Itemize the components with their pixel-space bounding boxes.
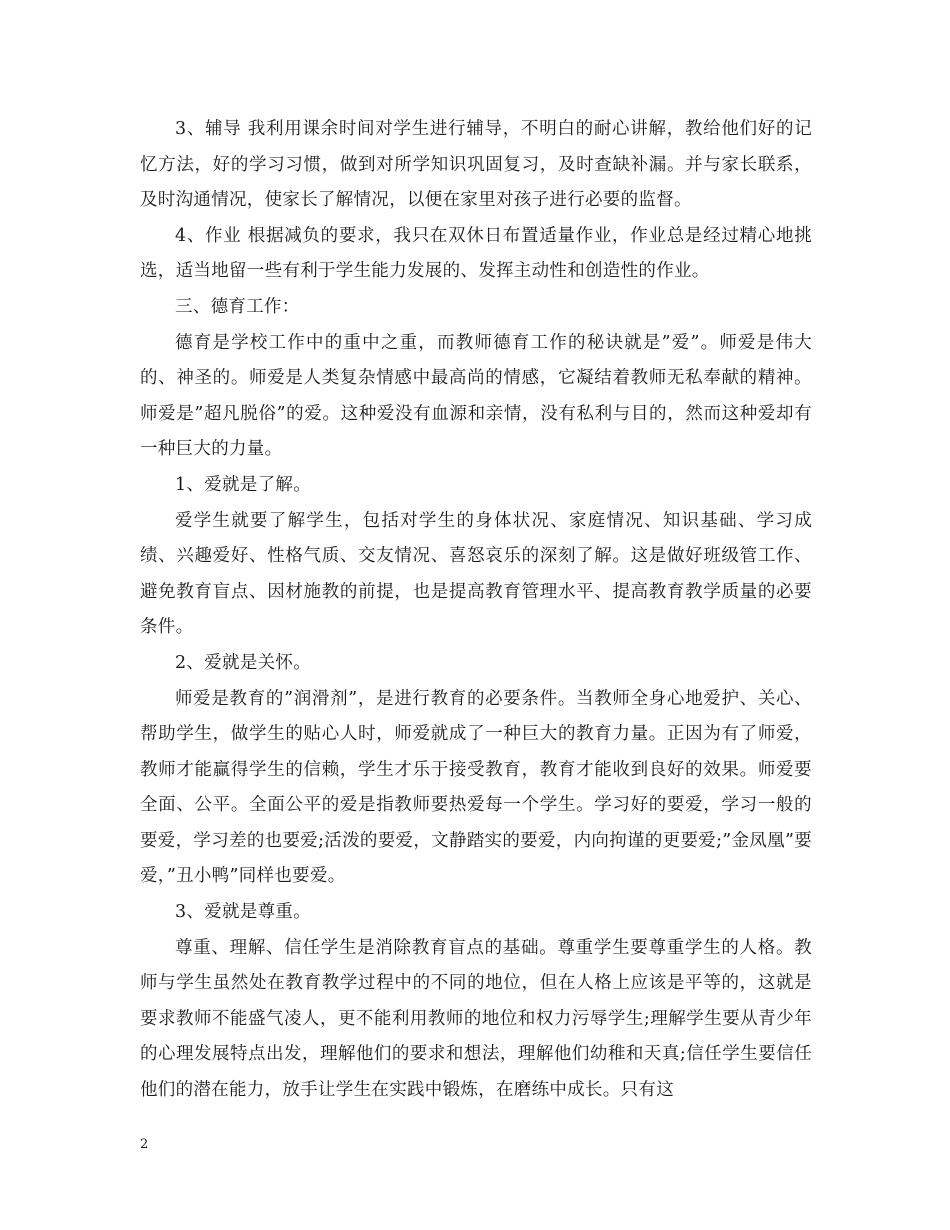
paragraph-understanding: 爱学生就要了解学生，包括对学生的身体状况、家庭情况、知识基础、学习成绩、兴趣爱好、性格气质、交友情况、喜怒哀乐的深刻了解。这是做好班级管工作、避免教育盲点、因材施教的前提，也是提高教育管理水平、提高教育教学质量的必要条件。 — [140, 510, 812, 638]
subheading-love-is-respect: 3、爱就是尊重。 — [175, 902, 312, 923]
body-text — [140, 112, 812, 1109]
paragraph-tutoring: 3、辅导 我利用课余时间对学生进行辅导，不明白的耐心讲解，教给他们好的记忆方法，好的学习习惯，做到对所学知识巩固复习，及时查缺补漏。并与家长联系，及时沟通情况，使家长了解情况，以便在家里对孩子进行必要的监督。 — [140, 119, 812, 211]
page-number: 2 — [140, 1137, 149, 1152]
paragraph-homework: 4、作业 根据减负的要求，我只在双休日布置适量作业，作业总是经过精心地挑选，适当地留一些有利于学生能力发展的、发挥主动性和创造性的作业。 — [140, 225, 812, 282]
paragraph-care: 师爱是教育的”润滑剂”，是进行教育的必要条件。当教师全身心地爱护、关心、帮助学生，做学生的贴心人时，师爱就成了一种巨大的教育力量。正因为有了师爱，教师才能赢得学生的信赖，学生才乐于接受教育，教育才能收到良好的效果。师爱要全面、公平。全面公平的爱是指教师要热爱每一个学生。学习好的要爱，学习一般的要爱，学习差的也要爱;活泼的要爱，文静踏实的要爱，内向拘谨的更要爱;”金凤凰”要爱，”丑小鸭”同样也要爱。 — [140, 688, 812, 887]
section-heading-moral-education: 三、德育工作： — [175, 296, 300, 317]
subheading-love-is-understanding: 1、爱就是了解。 — [175, 474, 312, 495]
paragraph-moral-education-intro: 德育是学校工作中的重中之重，而教师德育工作的秘诀就是”爱”。师爱是伟大的、神圣的。师爱是人类复杂情感中最高尚的情感，它凝结着教师无私奉献的精神。师爱是”超凡脱俗”的爱。这种爱没有血源和亲情，没有私利与目的，然而这种爱却有一种巨大的力量。 — [140, 332, 812, 460]
subheading-love-is-care: 2、爱就是关怀。 — [175, 652, 312, 673]
paragraph-respect: 尊重、理解、信任学生是消除教育盲点的基础。尊重学生要尊重学生的人格。教师与学生虽然处在教育教学过程中的不同的地位，但在人格上应该是平等的，这就是要求教师不能盛气凌人，更不能利用教师的地位和权力污辱学生;理解学生要从青少年的心理发展特点出发，理解他们的要求和想法，理解他们幼稚和天真;信任学生要信任他们的潜在能力，放手让学生在实践中锻炼，在磨练中成长。只有这 — [140, 937, 812, 1101]
